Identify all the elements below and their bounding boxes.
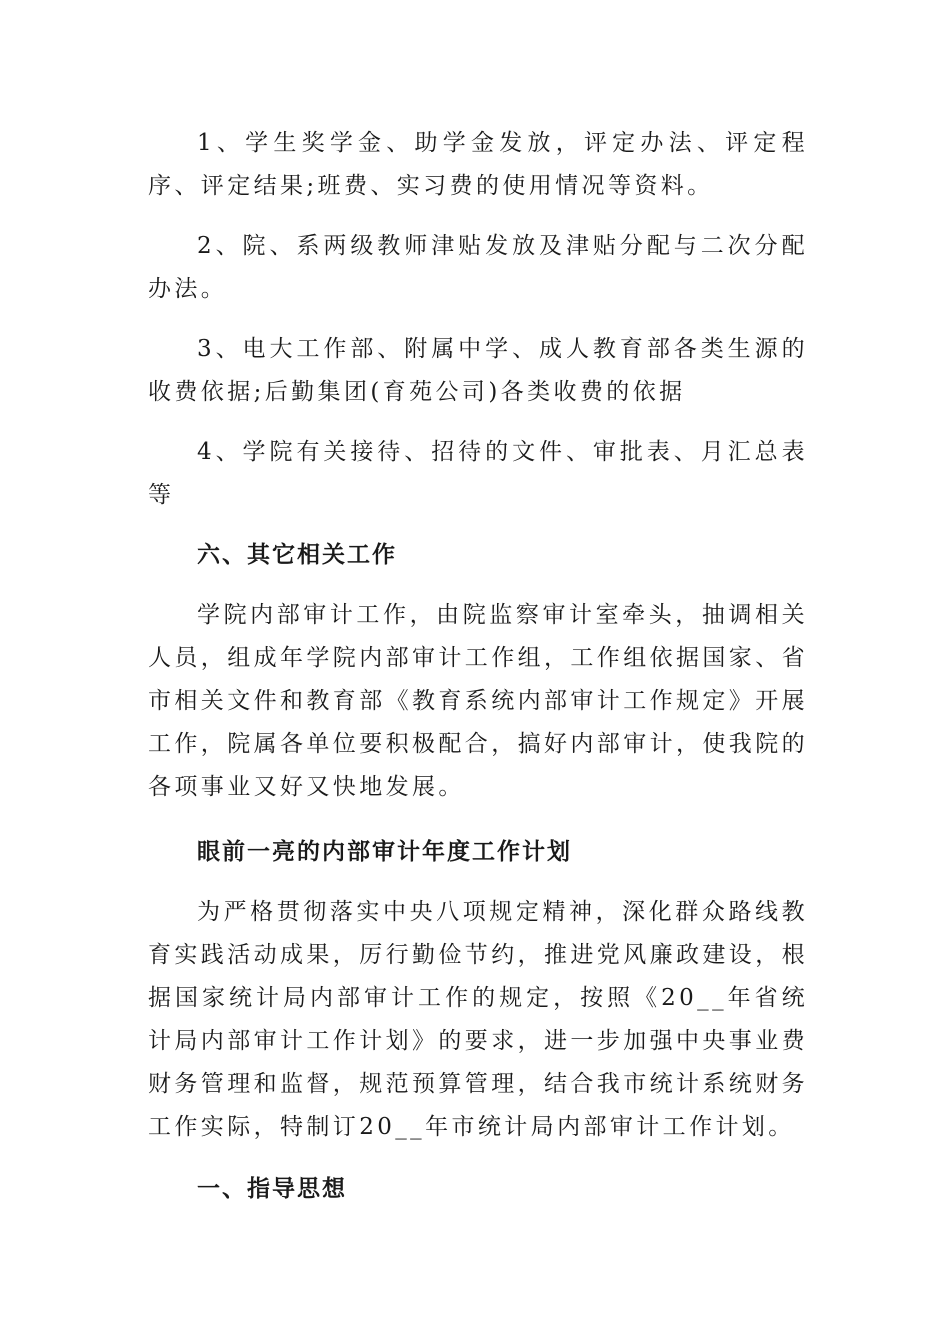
list-item-1: 1、学生奖学金、助学金发放，评定办法、评定程序、评定结果;班费、实习费的使用情况等资料。 [148, 130, 808, 199]
section-six-paragraph: 学院内部审计工作，由院监察审计室牵头，抽调相关人员，组成年学院内部审计工作组，工作组依据国家、省市相关文件和教育部《教育系统内部审计工作规定》开展工作，院属各单位要积极配合，搞好内部审计，使我院的各项事业又好又快地发展。 [148, 602, 808, 800]
document-body [148, 122, 808, 1211]
section-six-heading: 六、其它相关工作 [197, 542, 397, 568]
section-one-heading: 一、指导思想 [197, 1176, 347, 1202]
list-item-3: 3、电大工作部、附属中学、成人教育部各类生源的收费依据;后勤集团(育苑公司)各类收费的依据 [148, 336, 808, 405]
list-item-2: 2、院、系两级教师津贴发放及津贴分配与二次分配办法。 [148, 233, 808, 302]
plan-title: 眼前一亮的内部审计年度工作计划 [197, 839, 572, 865]
list-item-4: 4、学院有关接待、招待的文件、审批表、月汇总表等 [148, 439, 808, 508]
plan-intro-paragraph: 为严格贯彻落实中央八项规定精神，深化群众路线教育实践活动成果，厉行勤俭节约，推进党风廉政建设，根据国家统计局内部审计工作的规定，按照《20__年省统计局内部审计工作计划》的要求，进一步加强中央事业费财务管理和监督，规范预算管理，结合我市统计系统财务工作实际，特制订20__年市统计局内部审计工作计划。 [148, 899, 808, 1140]
